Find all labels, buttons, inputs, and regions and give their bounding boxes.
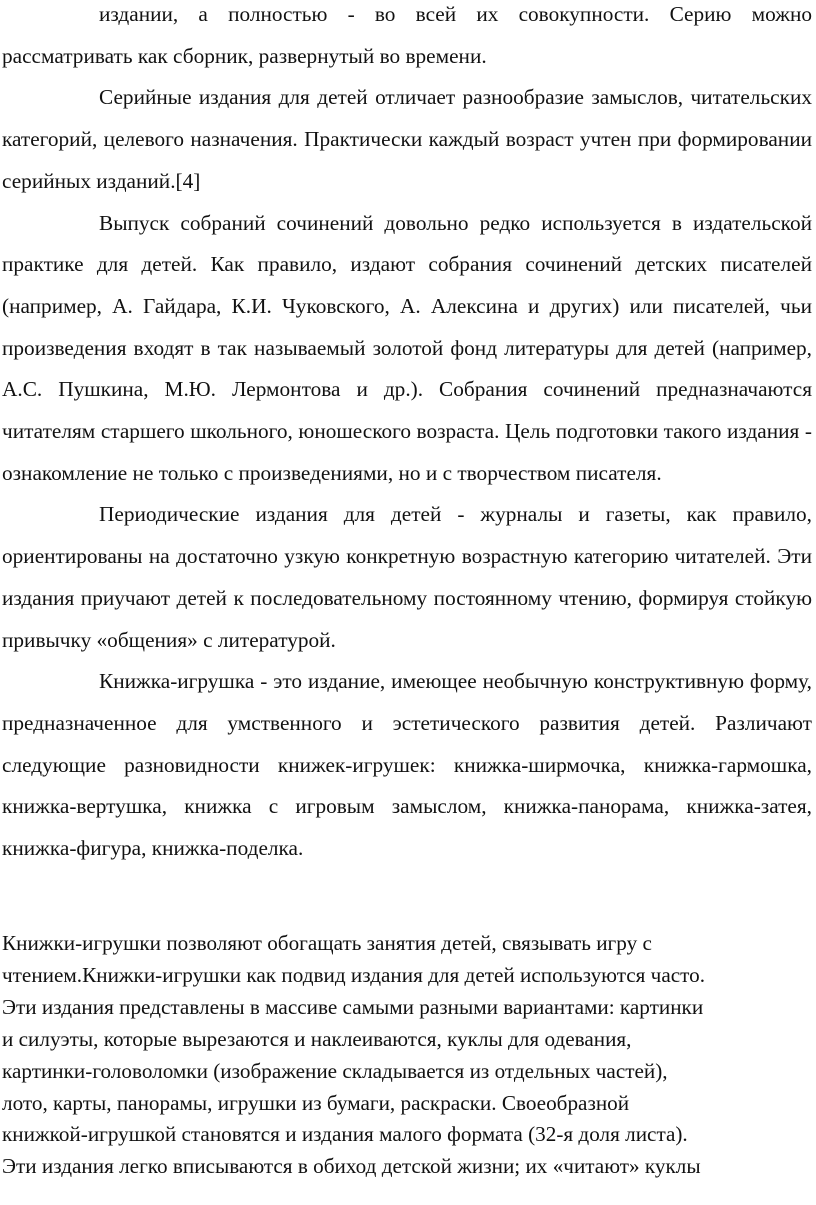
paragraph-periodicals: Периодические издания для детей - журналы и газеты, как правило, ориентированы на достаточно узкую конкретную возрастную категорию читателей. Эти издания приучают детей к последовательному постоянному чтению, формируя стойкую привычку «общения» с литературой.	[2, 502, 812, 652]
text-line: и силуэты, которые вырезаются и наклеиваются, куклы для одевания,	[2, 1026, 632, 1051]
text-line: картинки-головоломки (изображение складывается из отдельных частей),	[2, 1058, 668, 1083]
paragraph-series-continuation: издании, а полностью - во всей их совокупности. Серию можно рассматривать как сборник, развернутый во времени.	[2, 2, 812, 68]
text-line: Эти издания представлены в массиве самыми разными вариантами: картинки	[2, 994, 704, 1019]
text-line: Книжки-игрушки позволяют обогащать занятия детей, связывать игру с	[2, 931, 652, 955]
justified-text-block	[2, 0, 812, 870]
plain-text-block	[2, 928, 816, 1183]
paragraph-serial-editions: Серийные издания для детей отличает разнообразие замыслов, читательских категорий, целевого назначения. Практически каждый возраст учтен при формировании серийных изданий.[4]	[2, 85, 812, 193]
text-line: книжкой-игрушкой становятся и издания малого формата (32-я доля листа).	[2, 1122, 688, 1147]
text-line: лото, карты, панорамы, игрушки из бумаги, раскраски. Своеобразной	[2, 1090, 630, 1115]
text-line: Эти издания легко вписываются в обиход детской жизни; их «читают» куклы	[2, 1154, 701, 1179]
text-line: чтением.Книжки-игрушки как подвид издания для детей используются часто.	[2, 962, 706, 987]
paragraph-toy-book: Книжка-игрушка - это издание, имеющее необычную конструктивную форму, предназначенное для умственного и эстетического развития детей. Различают следующие разновидности книжек-игрушек: книжка-ширмочка, книжка-гармошка, книжка-вертушка, книжка с игровым замыслом, книжка-панорама, книжка-затея, книжка-фигура, книжка-поделка.	[2, 669, 812, 861]
paragraph-collected-works: Выпуск собраний сочинений довольно редко используется в издательской практике для детей. Как правило, издают собрания сочинений детских писателей (например, А. Гайдара, К.И. Чуковского, А. Алексина и других) или писателей, чьи произведения входят в так называемый золотой фонд литературы для детей (например, А.С. Пушкина, М.Ю. Лермонтова и др.). Собрания сочинений предназначаются читателям старшего школьного, юношеского возраста. Цель подготовки такого издания - ознакомление не только с произведениями, но и с творчеством писателя.	[2, 210, 812, 485]
